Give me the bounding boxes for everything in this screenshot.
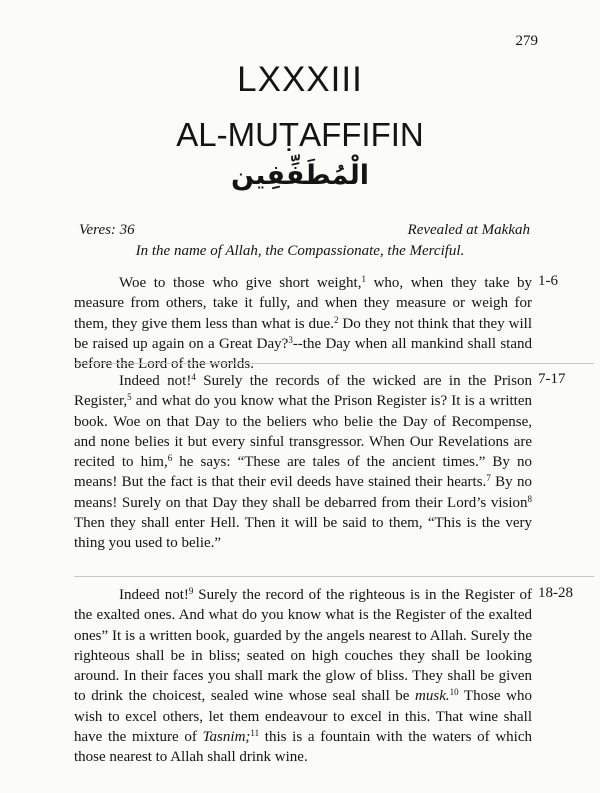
verse-section-18-28 bbox=[74, 585, 532, 768]
footnote-ref[interactable]: 3 bbox=[288, 334, 293, 345]
section-divider bbox=[74, 576, 594, 577]
verse-range-label: 7-17 bbox=[538, 371, 566, 387]
verse-section-1-6 bbox=[74, 273, 532, 374]
footnote-ref[interactable]: 6 bbox=[167, 453, 173, 464]
verse-paragraph: Woe to those who give short weight,$^1$ who, when they take by measure from others, take it fully, and when they measure or weigh for them, they give them less than what is due.$^2$ Do they not think that they will be raised up again on a Great Day?$^3$--the Day when all mankind shall stand before the Lord of the worlds. bbox=[74, 274, 532, 373]
footnote-ref[interactable]: 1 bbox=[361, 274, 366, 284]
footnote-ref[interactable]: 10 bbox=[449, 687, 459, 698]
page-number: 279 bbox=[515, 33, 538, 49]
section-divider bbox=[74, 363, 594, 364]
verse-paragraph: Indeed not!$^9$ Surely the record of the righteous is in the Register of the exalted ones. And what do you know what is the Register of the exalted ones” It is a written book, guarded by the angels nearest to Allah. Surely the righteous shall be in bliss; seated on high couches they shall be looking around. In their faces you shall mark the glow of bliss. They shall be given to drink the choicest, sealed wine whose seal shall be musk.$^{10}$ Those who wish to excel others, let them endeavour to excel in this. That wine shall have the mixture of Tasnim;$^{11}$ this is a fountain with the waters of which those nearest to Allah shall drink wine. bbox=[74, 586, 532, 766]
surah-numeral-heading: LXXXIII bbox=[237, 60, 363, 99]
footnote-ref[interactable]: 5 bbox=[127, 392, 132, 403]
verse-paragraph: Indeed not!$^4$ Surely the records of the wicked are in the Prison Register,$^5$ and what do you know what the Prison Register is? It is a written book. Woe on that Day to the beliers who belie the Day of Recompense, and none belies it but every sinful transgressor. When Our Revelations are recited to him,$^6$ he says: “These are tales of the ancient times.” By no means! But the fact is that their evil deeds have stained their hearts.$^7$ By no means! Surely on that Day they shall be debarred from their Lord’s vision$^8$ Then they shall enter Hell. Then it will be said to them, “This is the very thing you used to belie.” bbox=[74, 372, 533, 552]
verse-section-7-17 bbox=[74, 371, 532, 554]
footnote-ref[interactable]: 9 bbox=[188, 586, 194, 596]
footnote-ref[interactable]: 11 bbox=[250, 728, 260, 739]
surah-arabic-title: الْمُطَفِّفِين bbox=[231, 160, 369, 191]
invocation: In the name of Allah, the Compassionate, the Merciful. bbox=[135, 243, 465, 259]
surah-title: AL-MUṬAFFIFIN bbox=[176, 116, 424, 153]
revelation-place: Revealed at Makkah bbox=[407, 222, 530, 238]
emphasis-tasnim: Tasnim; bbox=[202, 729, 251, 746]
verses-count: Veres: 36 bbox=[79, 222, 135, 238]
verse-range-label: 18-28 bbox=[538, 585, 573, 601]
footnote-ref[interactable]: 2 bbox=[333, 314, 339, 325]
verse-range-label: 1-6 bbox=[538, 273, 558, 289]
footnote-ref[interactable]: 8 bbox=[527, 493, 532, 504]
footnote-ref[interactable]: 7 bbox=[486, 473, 491, 484]
footnote-ref[interactable]: 4 bbox=[191, 372, 196, 382]
meta-row bbox=[79, 222, 530, 239]
emphasis-musk: musk. bbox=[415, 688, 450, 705]
